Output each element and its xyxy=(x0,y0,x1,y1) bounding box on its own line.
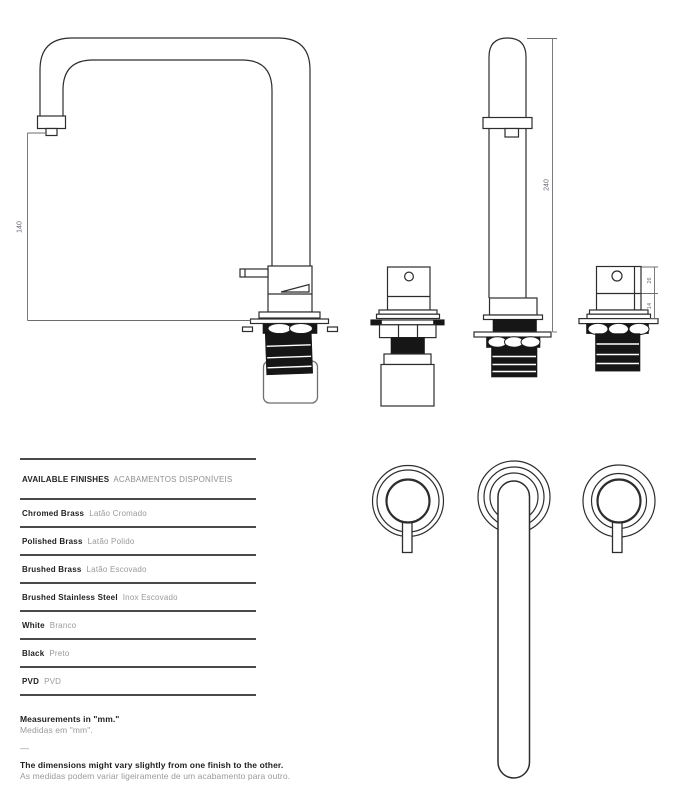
note-divider: — xyxy=(20,743,29,753)
finish-row-brushed-stainless-steel: Brushed Stainless Steel Inox Escovado xyxy=(20,582,256,610)
finish-row-brushed-brass: Brushed Brass Latão Escovado xyxy=(20,554,256,582)
measurements-note xyxy=(20,714,360,736)
footnotes xyxy=(20,714,360,782)
spout-column xyxy=(489,38,526,298)
handle-front-view xyxy=(371,267,444,406)
aerator xyxy=(505,129,519,138)
measurements-note-en: Measurements in "mm." xyxy=(20,714,120,724)
faucet-side-view xyxy=(17,38,338,403)
variance-note-en: The dimensions might vary slightly from one finish to the other. xyxy=(20,760,284,770)
measurements-note-pt: Medidas em "mm". xyxy=(20,725,93,735)
finish-row-polished-brass: Polished Brass Latão Polido xyxy=(20,526,256,554)
dimension-label-240: 240 xyxy=(543,179,551,191)
spout-outlet xyxy=(38,116,66,129)
threaded-shank xyxy=(596,334,641,372)
spout-arch-outer-line xyxy=(40,38,310,266)
dimension-label-140: 140 xyxy=(16,221,24,233)
deck-plate xyxy=(579,319,658,324)
lever-handle xyxy=(240,269,268,277)
finishes-table xyxy=(20,458,256,696)
threaded-shank xyxy=(265,332,312,375)
finish-row-chromed-brass: Chromed Brass Latão Cromado xyxy=(20,498,256,526)
aerator xyxy=(46,129,57,136)
finishes-title-en: AVAILABLE FINISHES xyxy=(22,474,110,484)
dimension-label-26: 26 xyxy=(647,277,653,284)
variance-note xyxy=(20,760,360,782)
spout-arch-inner-line xyxy=(63,60,272,266)
deck-plate xyxy=(371,320,444,325)
spout-arm xyxy=(498,481,530,778)
finish-row-white: White Branco xyxy=(20,610,256,638)
plan-view-spout xyxy=(478,461,550,778)
spout-front-view xyxy=(474,38,557,377)
deck-plate xyxy=(474,332,551,337)
threaded-shank xyxy=(492,348,538,378)
base-flange xyxy=(259,312,320,318)
hex-nut xyxy=(380,325,437,338)
deck-plate xyxy=(251,319,329,324)
spout-base xyxy=(490,298,538,315)
variance-note-pt: As medidas podem variar ligeiramente de um acabamento para outro. xyxy=(20,771,291,781)
handle-side-view xyxy=(579,267,658,372)
valve-base xyxy=(381,365,434,407)
dimension-label-14: 14 xyxy=(647,302,653,310)
valve-seal xyxy=(391,338,425,354)
finish-row-black: Black Preto xyxy=(20,638,256,666)
finish-row-pvd: PVD PVD xyxy=(20,666,256,694)
dimension-240 xyxy=(527,39,557,333)
finishes-title-pt: ACABAMENTOS DISPONÍVEIS xyxy=(113,474,233,484)
dimension-140 xyxy=(17,133,251,321)
plan-view-right-handle xyxy=(583,465,655,553)
spout-collar xyxy=(483,118,532,129)
finishes-table-header xyxy=(20,460,256,498)
plan-view-left-handle xyxy=(373,466,444,553)
o-ring xyxy=(493,320,537,333)
handle-body xyxy=(388,267,431,310)
